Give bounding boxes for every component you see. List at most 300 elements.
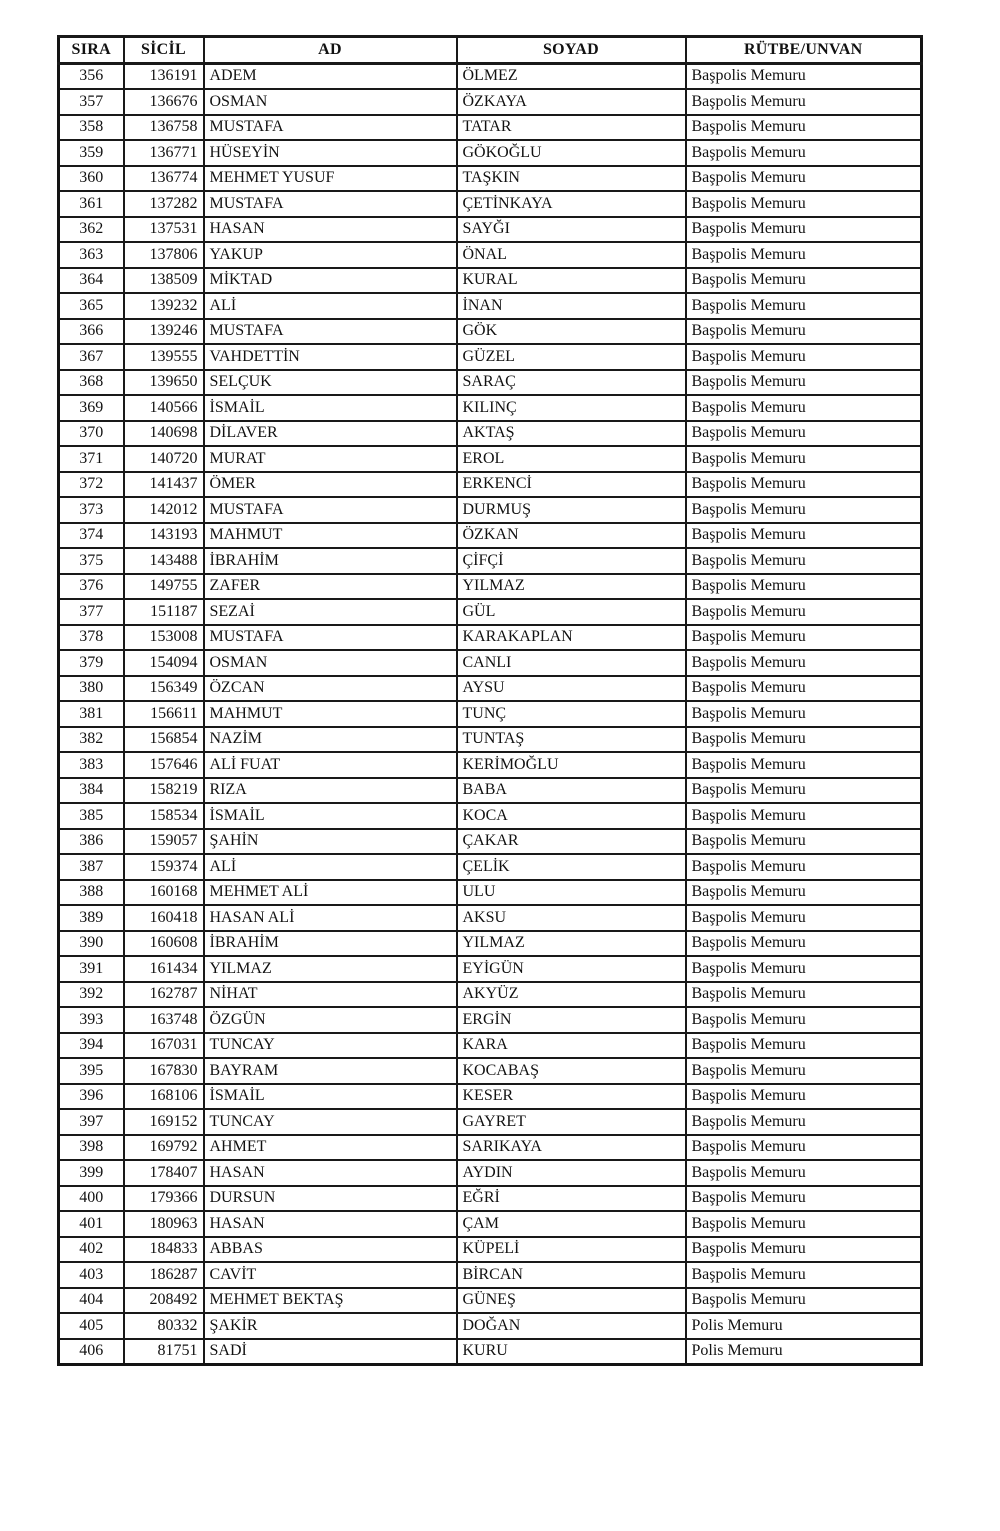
- rutbe-unvan-cell: Başpolis Memuru: [686, 1237, 922, 1263]
- sira-cell: 381: [59, 701, 124, 727]
- table-row: [59, 599, 922, 625]
- sicil-cell: 178407: [124, 1160, 204, 1186]
- table-row: [59, 1135, 922, 1161]
- soyad-cell: ÇELİK: [457, 854, 686, 880]
- sicil-cell: 136774: [124, 166, 204, 192]
- sicil-cell: 208492: [124, 1288, 204, 1314]
- ad-cell: TUNCAY: [204, 1109, 457, 1135]
- sicil-cell: 137806: [124, 242, 204, 268]
- header-row: [59, 37, 922, 64]
- table-row: [59, 829, 922, 855]
- table-row: [59, 982, 922, 1008]
- ad-cell: İBRAHİM: [204, 548, 457, 574]
- table-row: [59, 268, 922, 294]
- ad-cell: OSMAN: [204, 89, 457, 115]
- table-row: [59, 701, 922, 727]
- column-header-ad: AD: [204, 37, 457, 64]
- rutbe-unvan-cell: Başpolis Memuru: [686, 956, 922, 982]
- rutbe-unvan-cell: Polis Memuru: [686, 1339, 922, 1365]
- table-row: [59, 523, 922, 549]
- sira-cell: 356: [59, 63, 124, 89]
- table-row: [59, 931, 922, 957]
- table-row: [59, 242, 922, 268]
- soyad-cell: TUNÇ: [457, 701, 686, 727]
- rutbe-unvan-cell: Başpolis Memuru: [686, 1058, 922, 1084]
- rutbe-unvan-cell: Başpolis Memuru: [686, 599, 922, 625]
- sira-cell: 390: [59, 931, 124, 957]
- sicil-cell: 160418: [124, 905, 204, 931]
- sira-cell: 404: [59, 1288, 124, 1314]
- rutbe-unvan-cell: Başpolis Memuru: [686, 1186, 922, 1212]
- soyad-cell: SARIKAYA: [457, 1135, 686, 1161]
- sicil-cell: 159374: [124, 854, 204, 880]
- ad-cell: İSMAİL: [204, 1084, 457, 1110]
- table-row: [59, 727, 922, 753]
- sicil-cell: 167031: [124, 1033, 204, 1059]
- ad-cell: MURAT: [204, 446, 457, 472]
- rutbe-unvan-cell: Başpolis Memuru: [686, 1135, 922, 1161]
- sicil-cell: 136771: [124, 140, 204, 166]
- ad-cell: ABBAS: [204, 1237, 457, 1263]
- rutbe-unvan-cell: Başpolis Memuru: [686, 574, 922, 600]
- table-row: [59, 293, 922, 319]
- table-header: [59, 37, 922, 64]
- table-row: [59, 1237, 922, 1263]
- soyad-cell: EROL: [457, 446, 686, 472]
- rutbe-unvan-cell: Başpolis Memuru: [686, 752, 922, 778]
- sicil-cell: 143193: [124, 523, 204, 549]
- sicil-cell: 153008: [124, 625, 204, 651]
- ad-cell: HÜSEYİN: [204, 140, 457, 166]
- rutbe-unvan-cell: Başpolis Memuru: [686, 982, 922, 1008]
- table-row: [59, 395, 922, 421]
- sira-cell: 385: [59, 803, 124, 829]
- sicil-cell: 136191: [124, 63, 204, 89]
- sira-cell: 360: [59, 166, 124, 192]
- sicil-cell: 141437: [124, 472, 204, 498]
- table-row: [59, 1288, 922, 1314]
- rutbe-unvan-cell: Başpolis Memuru: [686, 1084, 922, 1110]
- rutbe-unvan-cell: Başpolis Memuru: [686, 89, 922, 115]
- rutbe-unvan-cell: Başpolis Memuru: [686, 472, 922, 498]
- soyad-cell: YILMAZ: [457, 574, 686, 600]
- sira-cell: 389: [59, 905, 124, 931]
- sira-cell: 359: [59, 140, 124, 166]
- rutbe-unvan-cell: Başpolis Memuru: [686, 1262, 922, 1288]
- table-row: [59, 472, 922, 498]
- table-row: [59, 1007, 922, 1033]
- sira-cell: 394: [59, 1033, 124, 1059]
- soyad-cell: TUNTAŞ: [457, 727, 686, 753]
- ad-cell: NAZİM: [204, 727, 457, 753]
- soyad-cell: ÖZKAN: [457, 523, 686, 549]
- soyad-cell: SARAÇ: [457, 370, 686, 396]
- rutbe-unvan-cell: Başpolis Memuru: [686, 1109, 922, 1135]
- sira-cell: 371: [59, 446, 124, 472]
- soyad-cell: SAYĞI: [457, 217, 686, 243]
- ad-cell: NİHAT: [204, 982, 457, 1008]
- rutbe-unvan-cell: Başpolis Memuru: [686, 854, 922, 880]
- ad-cell: İSMAİL: [204, 803, 457, 829]
- ad-cell: MUSTAFA: [204, 319, 457, 345]
- sira-cell: 357: [59, 89, 124, 115]
- rutbe-unvan-cell: Başpolis Memuru: [686, 421, 922, 447]
- sira-cell: 388: [59, 880, 124, 906]
- sicil-cell: 140720: [124, 446, 204, 472]
- table-row: [59, 191, 922, 217]
- sicil-cell: 139246: [124, 319, 204, 345]
- ad-cell: MAHMUT: [204, 523, 457, 549]
- sira-cell: 401: [59, 1211, 124, 1237]
- ad-cell: CAVİT: [204, 1262, 457, 1288]
- rutbe-unvan-cell: Başpolis Memuru: [686, 523, 922, 549]
- soyad-cell: DURMUŞ: [457, 497, 686, 523]
- table-row: [59, 370, 922, 396]
- table-row: [59, 650, 922, 676]
- sicil-cell: 168106: [124, 1084, 204, 1110]
- sicil-cell: 157646: [124, 752, 204, 778]
- sira-cell: 366: [59, 319, 124, 345]
- table-row: [59, 319, 922, 345]
- table-row: [59, 344, 922, 370]
- soyad-cell: GÖK: [457, 319, 686, 345]
- rutbe-unvan-cell: Başpolis Memuru: [686, 1288, 922, 1314]
- table-row: [59, 140, 922, 166]
- sira-cell: 379: [59, 650, 124, 676]
- table-row: [59, 1186, 922, 1212]
- rutbe-unvan-cell: Başpolis Memuru: [686, 650, 922, 676]
- rutbe-unvan-cell: Polis Memuru: [686, 1313, 922, 1339]
- soyad-cell: DOĞAN: [457, 1313, 686, 1339]
- soyad-cell: ULU: [457, 880, 686, 906]
- ad-cell: HASAN: [204, 1160, 457, 1186]
- ad-cell: İSMAİL: [204, 395, 457, 421]
- soyad-cell: ÇİFÇİ: [457, 548, 686, 574]
- soyad-cell: ÇETİNKAYA: [457, 191, 686, 217]
- sira-cell: 368: [59, 370, 124, 396]
- personnel-roster-table: [57, 35, 923, 1366]
- ad-cell: MEHMET YUSUF: [204, 166, 457, 192]
- ad-cell: BAYRAM: [204, 1058, 457, 1084]
- table-row: [59, 115, 922, 141]
- soyad-cell: ÇAKAR: [457, 829, 686, 855]
- sira-cell: 369: [59, 395, 124, 421]
- rutbe-unvan-cell: Başpolis Memuru: [686, 344, 922, 370]
- sicil-cell: 163748: [124, 1007, 204, 1033]
- ad-cell: DİLAVER: [204, 421, 457, 447]
- sicil-cell: 156854: [124, 727, 204, 753]
- rutbe-unvan-cell: Başpolis Memuru: [686, 803, 922, 829]
- table-row: [59, 1211, 922, 1237]
- rutbe-unvan-cell: Başpolis Memuru: [686, 829, 922, 855]
- rutbe-unvan-cell: Başpolis Memuru: [686, 625, 922, 651]
- sira-cell: 376: [59, 574, 124, 600]
- sicil-cell: 142012: [124, 497, 204, 523]
- sira-cell: 372: [59, 472, 124, 498]
- table-row: [59, 421, 922, 447]
- ad-cell: HASAN: [204, 217, 457, 243]
- rutbe-unvan-cell: Başpolis Memuru: [686, 217, 922, 243]
- sicil-cell: 137282: [124, 191, 204, 217]
- sira-cell: 406: [59, 1339, 124, 1365]
- ad-cell: TUNCAY: [204, 1033, 457, 1059]
- ad-cell: MAHMUT: [204, 701, 457, 727]
- sira-cell: 361: [59, 191, 124, 217]
- sira-cell: 382: [59, 727, 124, 753]
- rutbe-unvan-cell: Başpolis Memuru: [686, 1211, 922, 1237]
- table-row: [59, 497, 922, 523]
- ad-cell: MUSTAFA: [204, 625, 457, 651]
- soyad-cell: AYSU: [457, 676, 686, 702]
- sicil-cell: 137531: [124, 217, 204, 243]
- table-row: [59, 63, 922, 89]
- table-row: [59, 1058, 922, 1084]
- ad-cell: YAKUP: [204, 242, 457, 268]
- soyad-cell: KOCABAŞ: [457, 1058, 686, 1084]
- table-row: [59, 752, 922, 778]
- ad-cell: SELÇUK: [204, 370, 457, 396]
- soyad-cell: BİRCAN: [457, 1262, 686, 1288]
- rutbe-unvan-cell: Başpolis Memuru: [686, 242, 922, 268]
- rutbe-unvan-cell: Başpolis Memuru: [686, 778, 922, 804]
- ad-cell: ALİ FUAT: [204, 752, 457, 778]
- ad-cell: VAHDETTİN: [204, 344, 457, 370]
- ad-cell: ŞAKİR: [204, 1313, 457, 1339]
- rutbe-unvan-cell: Başpolis Memuru: [686, 166, 922, 192]
- soyad-cell: TATAR: [457, 115, 686, 141]
- table-row: [59, 854, 922, 880]
- sicil-cell: 169792: [124, 1135, 204, 1161]
- soyad-cell: AKSU: [457, 905, 686, 931]
- rutbe-unvan-cell: Başpolis Memuru: [686, 293, 922, 319]
- ad-cell: SADİ: [204, 1339, 457, 1365]
- sicil-cell: 139650: [124, 370, 204, 396]
- sira-cell: 367: [59, 344, 124, 370]
- sicil-cell: 149755: [124, 574, 204, 600]
- soyad-cell: CANLI: [457, 650, 686, 676]
- sira-cell: 392: [59, 982, 124, 1008]
- sicil-cell: 80332: [124, 1313, 204, 1339]
- ad-cell: OSMAN: [204, 650, 457, 676]
- ad-cell: MEHMET ALİ: [204, 880, 457, 906]
- rutbe-unvan-cell: Başpolis Memuru: [686, 880, 922, 906]
- ad-cell: ÖZGÜN: [204, 1007, 457, 1033]
- sicil-cell: 81751: [124, 1339, 204, 1365]
- sicil-cell: 154094: [124, 650, 204, 676]
- sira-cell: 405: [59, 1313, 124, 1339]
- ad-cell: HASAN: [204, 1211, 457, 1237]
- table-row: [59, 1084, 922, 1110]
- soyad-cell: KARAKAPLAN: [457, 625, 686, 651]
- ad-cell: ALİ: [204, 854, 457, 880]
- soyad-cell: ÖLMEZ: [457, 63, 686, 89]
- sicil-cell: 136758: [124, 115, 204, 141]
- soyad-cell: KERİMOĞLU: [457, 752, 686, 778]
- rutbe-unvan-cell: Başpolis Memuru: [686, 115, 922, 141]
- sicil-cell: 160608: [124, 931, 204, 957]
- rutbe-unvan-cell: Başpolis Memuru: [686, 1007, 922, 1033]
- rutbe-unvan-cell: Başpolis Memuru: [686, 931, 922, 957]
- sicil-cell: 184833: [124, 1237, 204, 1263]
- ad-cell: MEHMET BEKTAŞ: [204, 1288, 457, 1314]
- table-row: [59, 905, 922, 931]
- ad-cell: ŞAHİN: [204, 829, 457, 855]
- sira-cell: 399: [59, 1160, 124, 1186]
- rutbe-unvan-cell: Başpolis Memuru: [686, 63, 922, 89]
- sira-cell: 374: [59, 523, 124, 549]
- sicil-cell: 186287: [124, 1262, 204, 1288]
- sira-cell: 384: [59, 778, 124, 804]
- sicil-cell: 159057: [124, 829, 204, 855]
- table-row: [59, 676, 922, 702]
- sicil-cell: 158219: [124, 778, 204, 804]
- ad-cell: İBRAHİM: [204, 931, 457, 957]
- soyad-cell: GÖKOĞLU: [457, 140, 686, 166]
- table-row: [59, 1160, 922, 1186]
- sicil-cell: 143488: [124, 548, 204, 574]
- ad-cell: MUSTAFA: [204, 191, 457, 217]
- sira-cell: 370: [59, 421, 124, 447]
- table-row: [59, 956, 922, 982]
- table-row: [59, 446, 922, 472]
- sira-cell: 363: [59, 242, 124, 268]
- sira-cell: 398: [59, 1135, 124, 1161]
- soyad-cell: ÖNAL: [457, 242, 686, 268]
- soyad-cell: EYİGÜN: [457, 956, 686, 982]
- table-row: [59, 1033, 922, 1059]
- rutbe-unvan-cell: Başpolis Memuru: [686, 905, 922, 931]
- table-row: [59, 1313, 922, 1339]
- sira-cell: 365: [59, 293, 124, 319]
- ad-cell: ZAFER: [204, 574, 457, 600]
- column-header-sicil: SİCİL: [124, 37, 204, 64]
- soyad-cell: ERGİN: [457, 1007, 686, 1033]
- sicil-cell: 139232: [124, 293, 204, 319]
- rutbe-unvan-cell: Başpolis Memuru: [686, 319, 922, 345]
- ad-cell: ADEM: [204, 63, 457, 89]
- soyad-cell: KOCA: [457, 803, 686, 829]
- rutbe-unvan-cell: Başpolis Memuru: [686, 1033, 922, 1059]
- sira-cell: 397: [59, 1109, 124, 1135]
- sicil-cell: 179366: [124, 1186, 204, 1212]
- ad-cell: ÖMER: [204, 472, 457, 498]
- sira-cell: 393: [59, 1007, 124, 1033]
- rutbe-unvan-cell: Başpolis Memuru: [686, 191, 922, 217]
- soyad-cell: GÜL: [457, 599, 686, 625]
- soyad-cell: ERKENCİ: [457, 472, 686, 498]
- ad-cell: SEZAİ: [204, 599, 457, 625]
- sira-cell: 375: [59, 548, 124, 574]
- soyad-cell: KURAL: [457, 268, 686, 294]
- sicil-cell: 167830: [124, 1058, 204, 1084]
- column-header-sira: SIRA: [59, 37, 124, 64]
- sira-cell: 380: [59, 676, 124, 702]
- sira-cell: 378: [59, 625, 124, 651]
- table-row: [59, 1109, 922, 1135]
- soyad-cell: GÜZEL: [457, 344, 686, 370]
- table-row: [59, 166, 922, 192]
- rutbe-unvan-cell: Başpolis Memuru: [686, 140, 922, 166]
- sira-cell: 364: [59, 268, 124, 294]
- ad-cell: DURSUN: [204, 1186, 457, 1212]
- soyad-cell: KILINÇ: [457, 395, 686, 421]
- ad-cell: HASAN ALİ: [204, 905, 457, 931]
- table-row: [59, 880, 922, 906]
- sira-cell: 362: [59, 217, 124, 243]
- ad-cell: RIZA: [204, 778, 457, 804]
- soyad-cell: GAYRET: [457, 1109, 686, 1135]
- rutbe-unvan-cell: Başpolis Memuru: [686, 395, 922, 421]
- soyad-cell: AKYÜZ: [457, 982, 686, 1008]
- sicil-cell: 136676: [124, 89, 204, 115]
- sicil-cell: 180963: [124, 1211, 204, 1237]
- table-row: [59, 217, 922, 243]
- table-row: [59, 548, 922, 574]
- sira-cell: 387: [59, 854, 124, 880]
- sicil-cell: 169152: [124, 1109, 204, 1135]
- sicil-cell: 161434: [124, 956, 204, 982]
- soyad-cell: ÖZKAYA: [457, 89, 686, 115]
- table-row: [59, 1262, 922, 1288]
- soyad-cell: ÇAM: [457, 1211, 686, 1237]
- ad-cell: MUSTAFA: [204, 497, 457, 523]
- sira-cell: 403: [59, 1262, 124, 1288]
- table-row: [59, 1339, 922, 1365]
- sira-cell: 373: [59, 497, 124, 523]
- rutbe-unvan-cell: Başpolis Memuru: [686, 727, 922, 753]
- table-row: [59, 803, 922, 829]
- rutbe-unvan-cell: Başpolis Memuru: [686, 1160, 922, 1186]
- rutbe-unvan-cell: Başpolis Memuru: [686, 676, 922, 702]
- sira-cell: 396: [59, 1084, 124, 1110]
- table-row: [59, 625, 922, 651]
- soyad-cell: BABA: [457, 778, 686, 804]
- column-header-rutbe-unvan: RÜTBE/UNVAN: [686, 37, 922, 64]
- rutbe-unvan-cell: Başpolis Memuru: [686, 701, 922, 727]
- sicil-cell: 151187: [124, 599, 204, 625]
- soyad-cell: KÜPELİ: [457, 1237, 686, 1263]
- rutbe-unvan-cell: Başpolis Memuru: [686, 446, 922, 472]
- soyad-cell: EĞRİ: [457, 1186, 686, 1212]
- column-header-soyad: SOYAD: [457, 37, 686, 64]
- roster-table-body: [59, 63, 922, 1365]
- sicil-cell: 158534: [124, 803, 204, 829]
- soyad-cell: AYDIN: [457, 1160, 686, 1186]
- sira-cell: 377: [59, 599, 124, 625]
- ad-cell: MİKTAD: [204, 268, 457, 294]
- soyad-cell: GÜNEŞ: [457, 1288, 686, 1314]
- sicil-cell: 140698: [124, 421, 204, 447]
- table-row: [59, 89, 922, 115]
- soyad-cell: YILMAZ: [457, 931, 686, 957]
- sira-cell: 395: [59, 1058, 124, 1084]
- sicil-cell: 162787: [124, 982, 204, 1008]
- ad-cell: YILMAZ: [204, 956, 457, 982]
- sicil-cell: 139555: [124, 344, 204, 370]
- sicil-cell: 138509: [124, 268, 204, 294]
- sira-cell: 391: [59, 956, 124, 982]
- table-row: [59, 778, 922, 804]
- table-row: [59, 574, 922, 600]
- soyad-cell: AKTAŞ: [457, 421, 686, 447]
- sira-cell: 400: [59, 1186, 124, 1212]
- ad-cell: ÖZCAN: [204, 676, 457, 702]
- rutbe-unvan-cell: Başpolis Memuru: [686, 548, 922, 574]
- sicil-cell: 156611: [124, 701, 204, 727]
- rutbe-unvan-cell: Başpolis Memuru: [686, 268, 922, 294]
- ad-cell: AHMET: [204, 1135, 457, 1161]
- soyad-cell: KARA: [457, 1033, 686, 1059]
